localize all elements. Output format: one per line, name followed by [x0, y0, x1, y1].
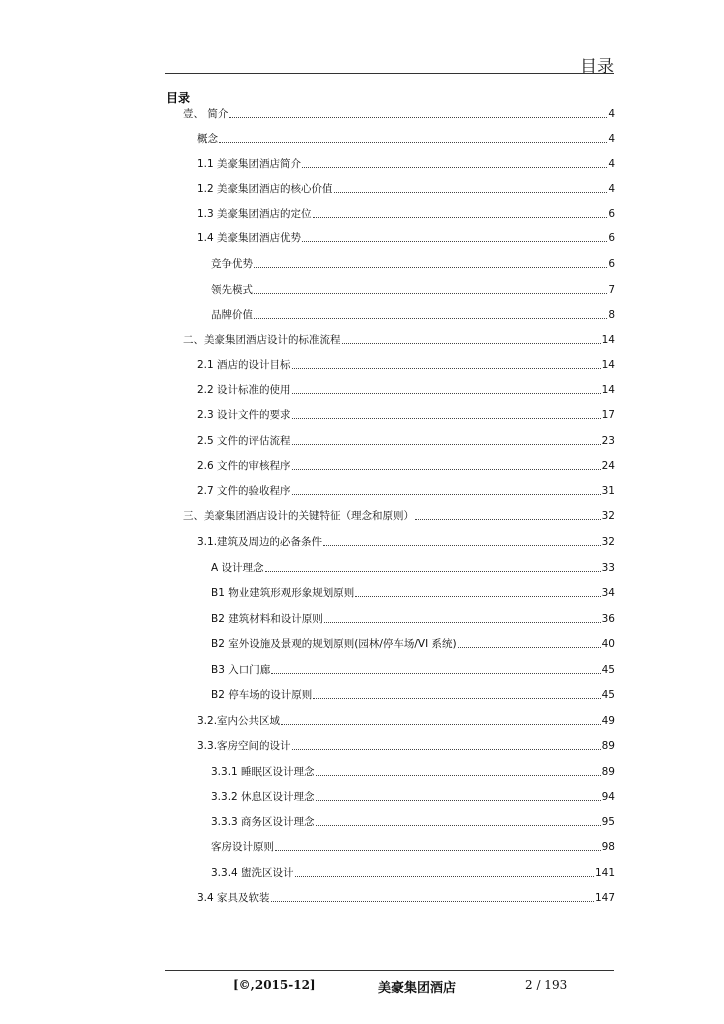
toc-entry[interactable]: [197, 739, 615, 753]
toc-entry-page: 6: [608, 208, 615, 220]
toc-entry-page: 36: [601, 613, 615, 625]
toc-entry-page: 95: [601, 816, 615, 828]
toc-leader: [292, 444, 601, 445]
toc-entry[interactable]: [211, 866, 615, 880]
toc-entry-page: 14: [601, 359, 615, 371]
toc-entry[interactable]: [197, 132, 615, 146]
toc-entry-page: 94: [601, 791, 615, 803]
toc-entry[interactable]: [197, 434, 615, 448]
toc-entry-page: 6: [608, 232, 615, 244]
toc-leader: [415, 519, 601, 520]
toc-leader: [275, 850, 601, 851]
toc-entry-page: 89: [601, 740, 615, 752]
toc-entry-page: 4: [608, 133, 615, 145]
toc-entry[interactable]: [197, 207, 615, 221]
toc-entry-label: 领先模式: [211, 284, 253, 296]
toc-entry[interactable]: [211, 815, 615, 829]
toc-entry-page: 147: [594, 892, 615, 904]
toc-entry-label: 3.1.建筑及周边的必备条件: [197, 536, 323, 548]
header-title: 目录: [580, 57, 614, 77]
toc-entry-page: 8: [608, 309, 615, 321]
toc-leader: [254, 293, 607, 294]
toc-entry-page: 45: [601, 664, 615, 676]
toc-entry-label: 品牌价值: [211, 309, 253, 321]
footer-company-name: 美豪集团酒店: [378, 981, 457, 996]
toc-heading: 目录: [166, 91, 191, 105]
toc-entry[interactable]: [211, 308, 615, 322]
toc-entry-label: 2.6 文件的审核程序: [197, 460, 291, 472]
toc-entry-label: B2 停车场的设计原则: [211, 689, 313, 701]
toc-entry-label: 3.3.4 盥洗区设计: [211, 867, 294, 879]
toc-entry-page: 23: [601, 435, 615, 447]
toc-entry[interactable]: [197, 408, 615, 422]
toc-entry-label: B2 室外设施及景观的规划原则(园林/停车场/VI 系统): [211, 638, 457, 650]
toc-entry[interactable]: [197, 358, 615, 372]
toc-entry-label: 2.1 酒店的设计目标: [197, 359, 291, 371]
toc-entry-label: 2.3 设计文件的要求: [197, 409, 291, 421]
toc-entry[interactable]: [197, 383, 615, 397]
toc-entry-label: 二、美豪集团酒店设计的标准流程: [183, 334, 341, 346]
toc-entry-label: 3.3.客房空间的设计: [197, 740, 291, 752]
toc-entry-label: 概念: [197, 133, 218, 145]
toc-entry-page: 31: [601, 485, 615, 497]
toc-entry[interactable]: [211, 765, 615, 779]
toc-entry-label: 3.3.2 休息区设计理念: [211, 791, 315, 803]
toc-entry-page: 14: [601, 384, 615, 396]
toc-leader: [292, 749, 601, 750]
toc-leader: [313, 217, 608, 218]
toc-entry[interactable]: [197, 231, 615, 245]
toc-leader: [292, 368, 601, 369]
toc-entry-label: 1.2 美豪集团酒店的核心价值: [197, 183, 333, 195]
toc-entry[interactable]: [197, 157, 615, 171]
toc-entry[interactable]: [211, 561, 615, 575]
toc-entry[interactable]: [183, 107, 615, 121]
toc-entry[interactable]: [211, 637, 615, 651]
toc-entry-page: 7: [608, 284, 615, 296]
toc-entry[interactable]: [211, 790, 615, 804]
toc-entry-page: 14: [601, 334, 615, 346]
toc-leader: [295, 876, 594, 877]
toc-leader: [292, 393, 601, 394]
toc-entry-page: 98: [601, 841, 615, 853]
toc-entry[interactable]: [197, 891, 615, 905]
footer-divider: [165, 970, 614, 971]
toc-entry-label: 2.2 设计标准的使用: [197, 384, 291, 396]
toc-leader: [316, 775, 601, 776]
toc-entry-label: 1.1 美豪集团酒店简介: [197, 158, 302, 170]
toc-entry-label: B3 入口门廊: [211, 664, 271, 676]
toc-leader: [334, 192, 608, 193]
toc-entry-page: 49: [601, 715, 615, 727]
toc-entry[interactable]: [211, 688, 615, 702]
toc-leader: [292, 494, 601, 495]
toc-entry[interactable]: [211, 283, 615, 297]
toc-entry-label: B2 建筑材料和设计原则: [211, 613, 323, 625]
toc-entry-page: 4: [608, 108, 615, 120]
toc-entry[interactable]: [211, 612, 615, 626]
toc-leader: [316, 800, 601, 801]
toc-entry[interactable]: [211, 840, 615, 854]
toc-leader: [265, 571, 601, 572]
toc-entry-page: 17: [601, 409, 615, 421]
toc-entry-page: 141: [594, 867, 615, 879]
footer-copyright: [©,2015-12]: [233, 978, 316, 992]
toc-leader: [302, 241, 607, 242]
toc-entry-label: 1.3 美豪集团酒店的定位: [197, 208, 312, 220]
toc-entry[interactable]: [197, 484, 615, 498]
toc-entry[interactable]: [197, 714, 615, 728]
toc-leader: [292, 469, 601, 470]
toc-entry-label: A 设计理念: [211, 562, 264, 574]
toc-entry-page: 89: [601, 766, 615, 778]
toc-leader: [458, 647, 601, 648]
toc-entry-label: B1 物业建筑形观形象规划原则: [211, 587, 355, 599]
toc-leader: [324, 622, 601, 623]
toc-entry-page: 34: [601, 587, 615, 599]
toc-entry-page: 32: [601, 510, 615, 522]
toc-entry[interactable]: [197, 459, 615, 473]
toc-entry-page: 4: [608, 158, 615, 170]
toc-entry-page: 45: [601, 689, 615, 701]
toc-entry-label: 3.3.3 商务区设计理念: [211, 816, 315, 828]
toc-leader: [254, 318, 607, 319]
toc-leader: [292, 418, 601, 419]
toc-leader: [271, 901, 594, 902]
toc-entry-label: 1.4 美豪集团酒店优势: [197, 232, 302, 244]
toc-leader: [219, 142, 607, 143]
toc-entry-label: 竞争优势: [211, 258, 253, 270]
toc-leader: [302, 167, 607, 168]
toc-leader: [355, 596, 600, 597]
toc-entry-label: 2.5 文件的评估流程: [197, 435, 291, 447]
toc-leader: [254, 267, 607, 268]
toc-entry[interactable]: [211, 663, 615, 677]
toc-entry[interactable]: [211, 257, 615, 271]
toc-entry-page: 40: [601, 638, 615, 650]
toc-entry[interactable]: [211, 586, 615, 600]
toc-entry-page: 24: [601, 460, 615, 472]
toc-entry-page: 6: [608, 258, 615, 270]
toc-leader: [281, 724, 601, 725]
toc-entry[interactable]: [197, 182, 615, 196]
toc-entry-label: 客房设计原则: [211, 841, 274, 853]
toc-entry-page: 33: [601, 562, 615, 574]
toc-entry-label: 3.3.1 睡眠区设计理念: [211, 766, 315, 778]
toc-leader: [271, 673, 600, 674]
toc-leader: [342, 343, 601, 344]
header-divider: [165, 73, 614, 74]
toc-entry-label: 3.2.室内公共区域: [197, 715, 281, 727]
toc-entry[interactable]: [183, 333, 615, 347]
toc-entry[interactable]: [197, 535, 615, 549]
toc-entry-label: 2.7 文件的验收程序: [197, 485, 291, 497]
toc-entry-page: 32: [601, 536, 615, 548]
toc-leader: [229, 117, 607, 118]
toc-leader: [313, 698, 600, 699]
toc-leader: [316, 825, 601, 826]
toc-entry[interactable]: [183, 509, 615, 523]
toc-leader: [323, 545, 601, 546]
toc-entry-label: 三、美豪集团酒店设计的关键特征（理念和原则）: [183, 510, 414, 522]
toc-entry-label: 壹、 简介: [183, 108, 229, 120]
toc-entry-label: 3.4 家具及软装: [197, 892, 270, 904]
footer-page-number: 2 / 193: [525, 978, 568, 992]
toc-entry-page: 4: [608, 183, 615, 195]
